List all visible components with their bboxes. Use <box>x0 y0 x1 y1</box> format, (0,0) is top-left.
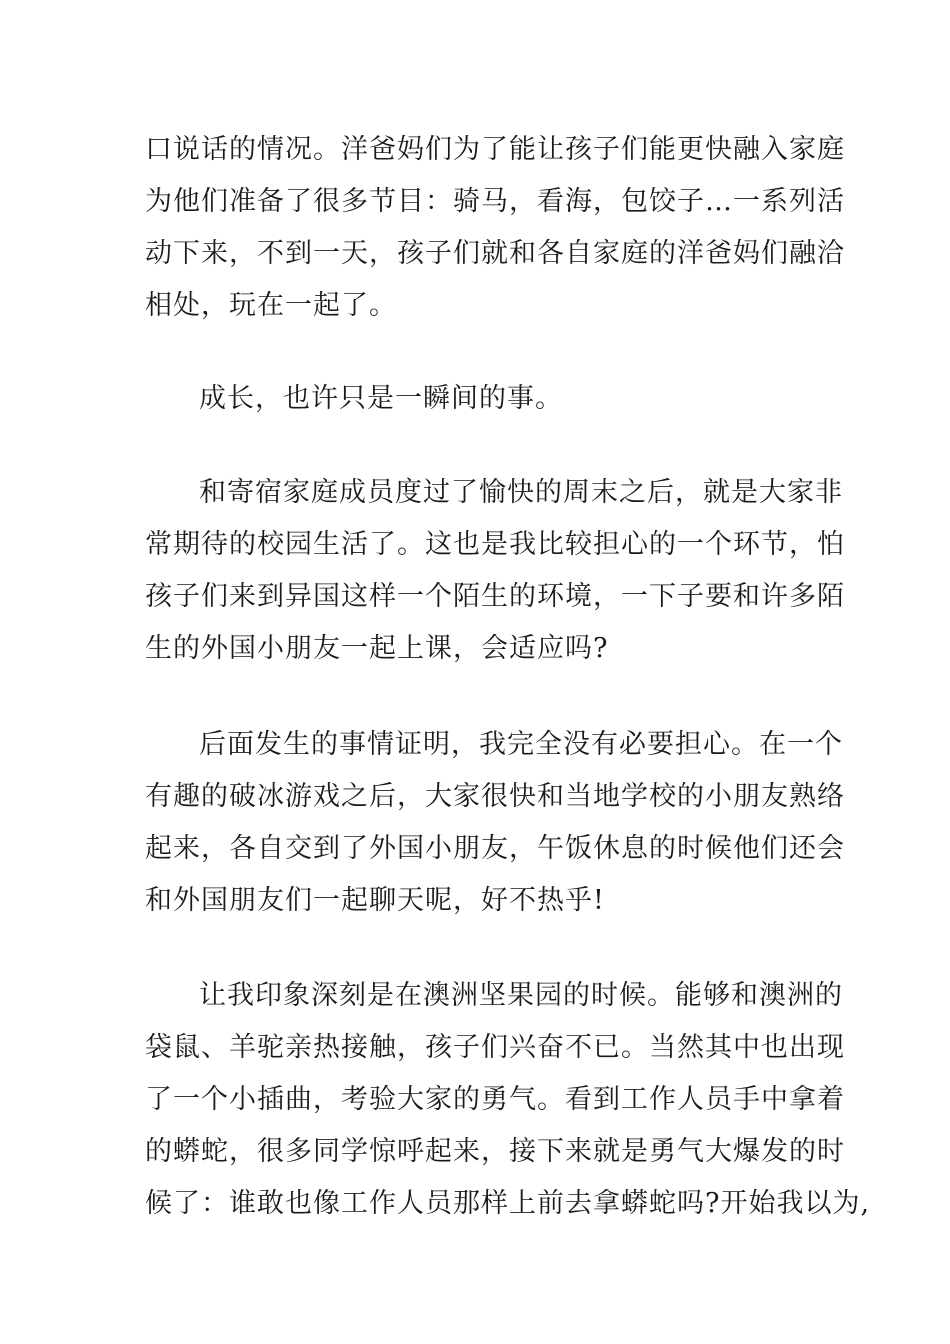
text-line: 口说话的情况。洋爸妈们为了能让孩子们能更快融入家庭 <box>145 134 845 165</box>
text-line: 候了：谁敢也像工作人员那样上前去拿蟒蛇吗?开始我以为, <box>145 1188 871 1219</box>
text-line: 和外国朋友们一起聊天呢，好不热乎! <box>145 885 605 916</box>
paragraph-nut-farm <box>145 970 871 1230</box>
text-line: 和寄宿家庭成员度过了愉快的周末之后，就是大家非 <box>199 477 843 508</box>
text-line: 后面发生的事情证明，我完全没有必要担心。在一个 <box>199 729 843 760</box>
text-line: 生的外国小朋友一起上课，会适应吗? <box>145 633 609 664</box>
text-line: 让我印象深刻是在澳洲坚果园的时候。能够和澳洲的 <box>199 980 843 1011</box>
text-line: 相处，玩在一起了。 <box>145 290 397 321</box>
text-line: 成长，也许只是一瞬间的事。 <box>199 383 563 414</box>
paragraph-growth <box>145 373 825 425</box>
text-line: 袋鼠、羊驼亲热接触，孩子们兴奋不已。当然其中也出现 <box>145 1032 845 1063</box>
text-line: 的蟒蛇，很多同学惊呼起来，接下来就是勇气大爆发的时 <box>145 1136 845 1167</box>
text-line: 有趣的破冰游戏之后，大家很快和当地学校的小朋友熟络 <box>145 781 845 812</box>
text-line: 了一个小插曲，考验大家的勇气。看到工作人员手中拿着 <box>145 1084 845 1115</box>
text-line: 常期待的校园生活了。这也是我比较担心的一个环节，怕 <box>145 529 845 560</box>
text-line: 动下来，不到一天，孩子们就和各自家庭的洋爸妈们融洽 <box>145 238 845 269</box>
paragraph-host-family-activities <box>145 124 845 332</box>
paragraph-icebreaker <box>145 719 845 927</box>
text-line: 孩子们来到异国这样一个陌生的环境，一下子要和许多陌 <box>145 581 845 612</box>
paragraph-school-life <box>145 467 845 675</box>
text-line: 为他们准备了很多节目：骑马，看海，包饺子…一系列活 <box>145 186 845 217</box>
text-line: 起来，各自交到了外国小朋友，午饭休息的时候他们还会 <box>145 833 845 864</box>
